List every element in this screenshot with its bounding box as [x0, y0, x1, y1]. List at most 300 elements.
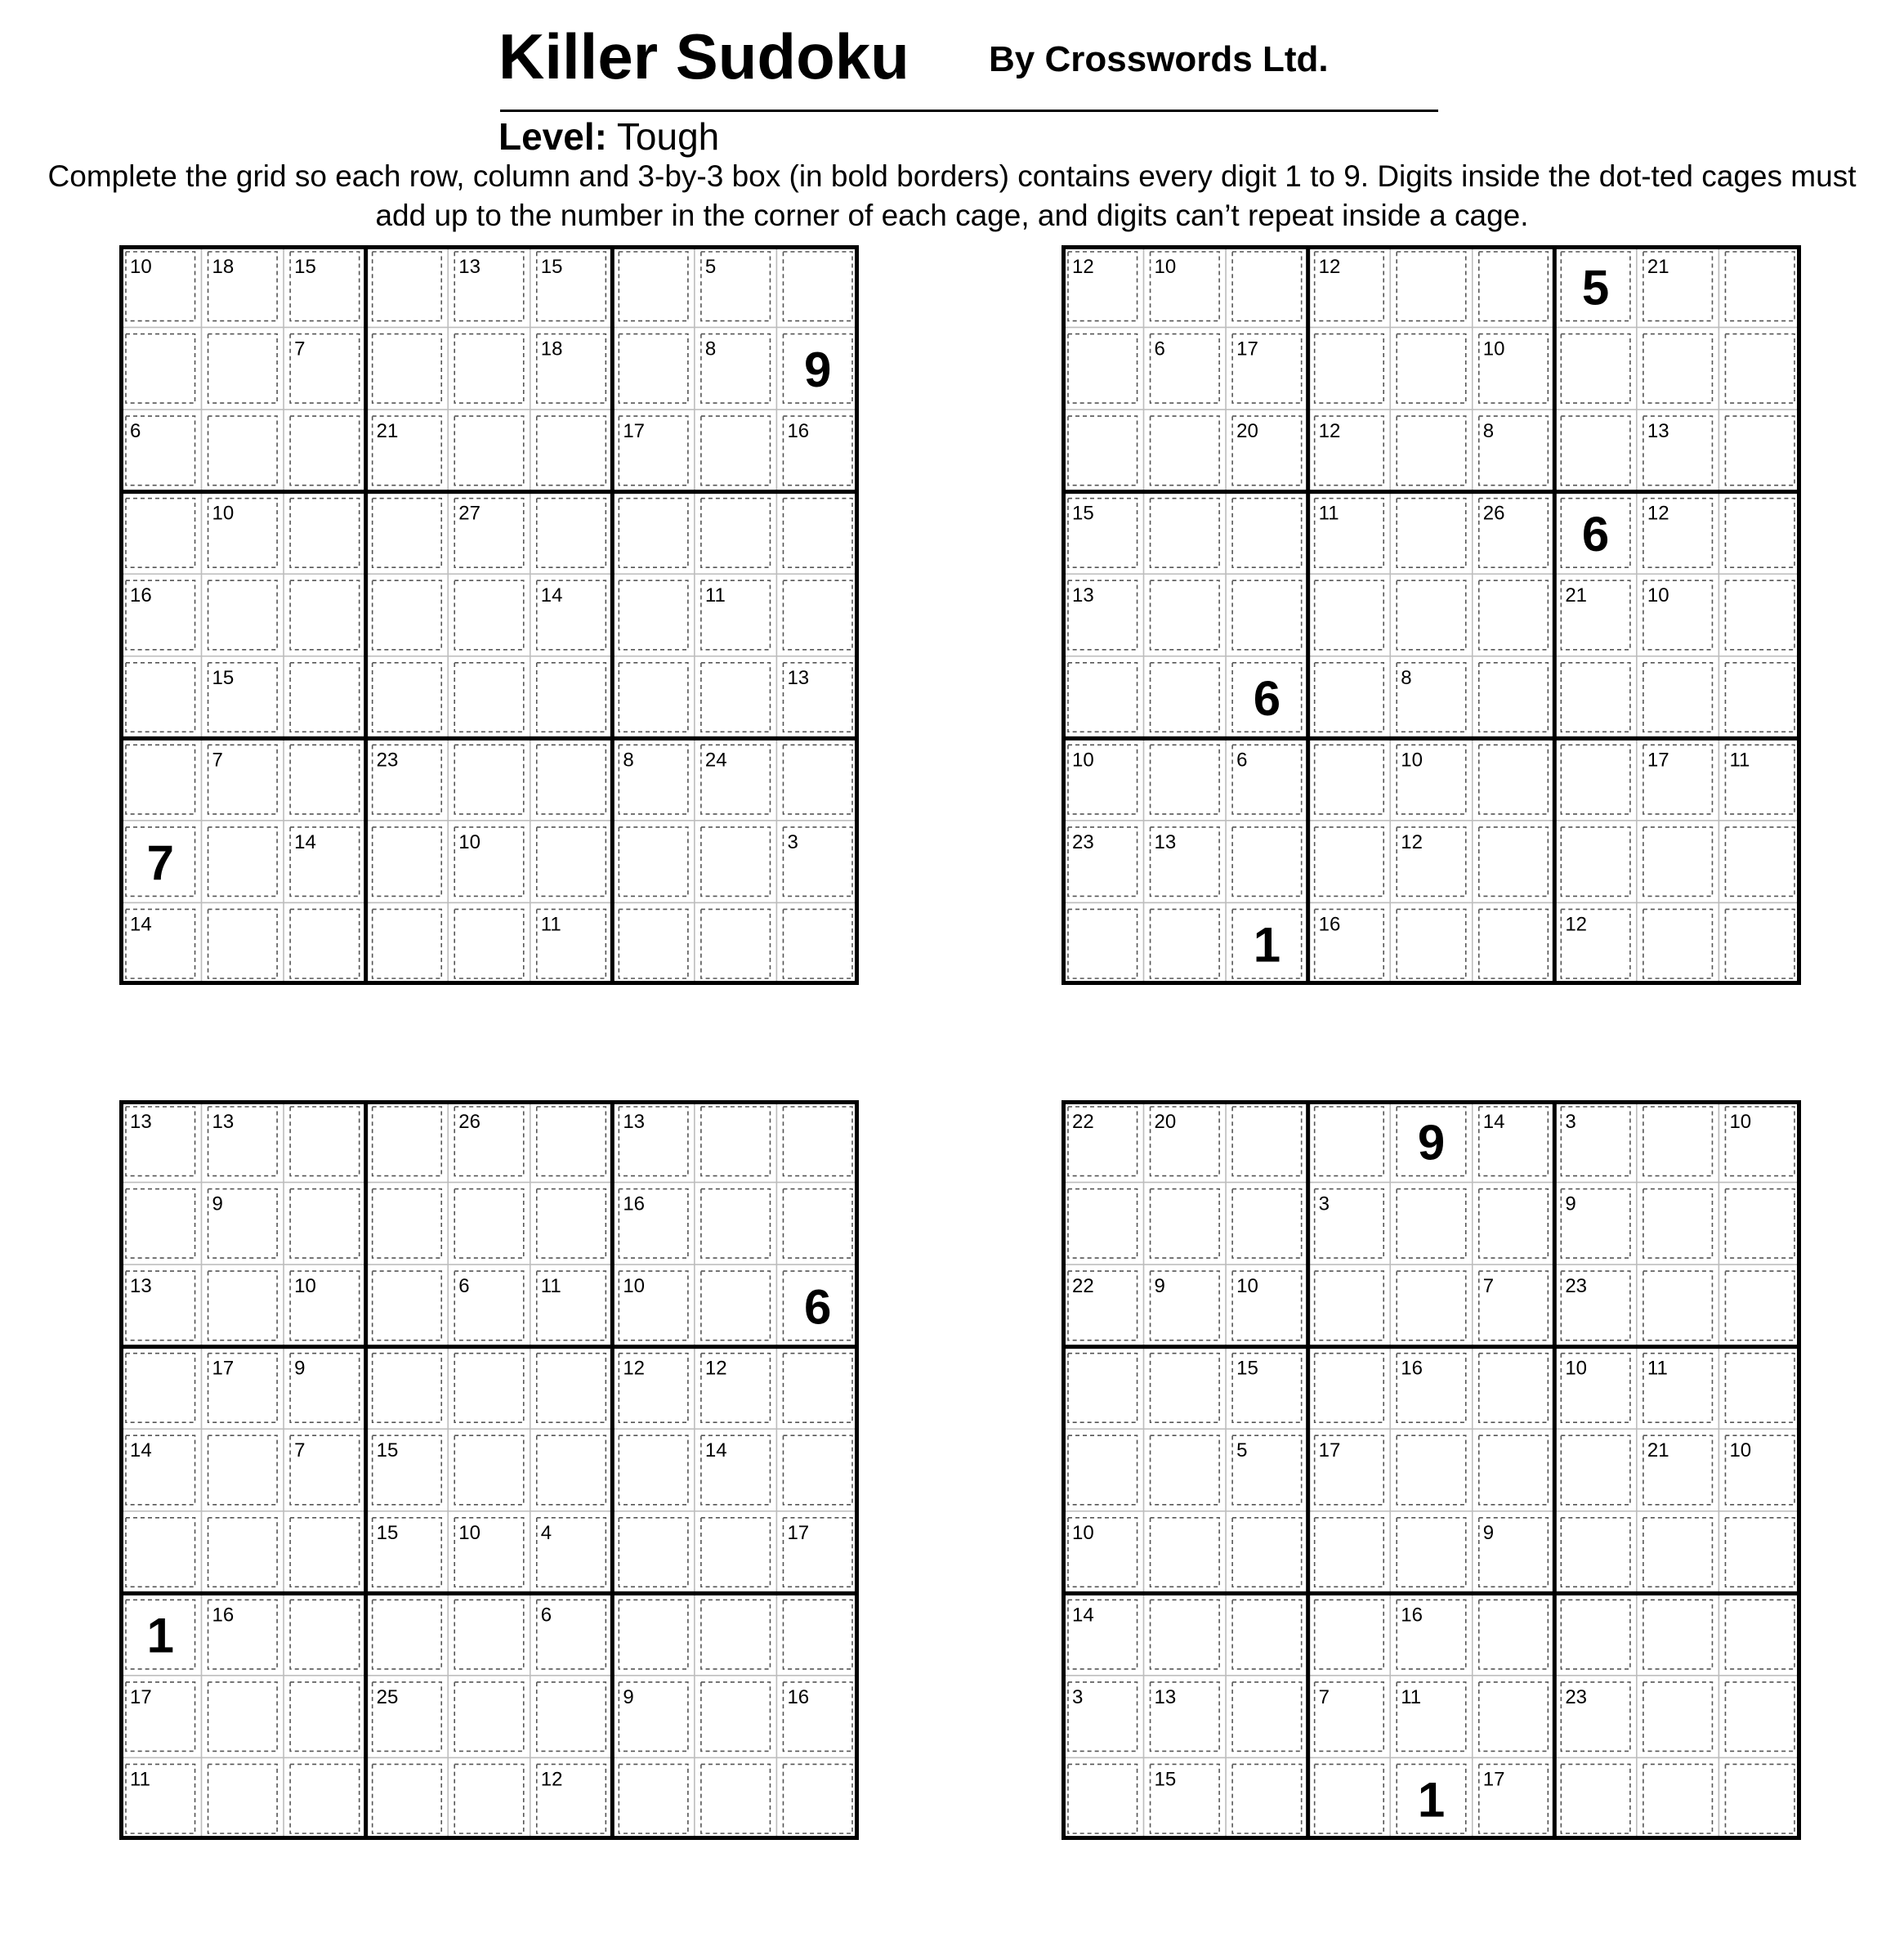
grid-cell[interactable]: [1637, 1183, 1719, 1265]
grid-cell[interactable]: [1719, 1511, 1801, 1594]
grid-cell[interactable]: [202, 821, 284, 903]
cage-sum: 26: [458, 1111, 480, 1133]
cage-sum: 11: [1729, 749, 1750, 772]
grid-cell[interactable]: [448, 410, 530, 492]
grid-cell[interactable]: [202, 1264, 284, 1347]
given-digit: 5: [1581, 260, 1610, 316]
grid-cell[interactable]: [366, 492, 449, 575]
grid-cell[interactable]: [1637, 1593, 1719, 1676]
grid-cell[interactable]: [1473, 1676, 1555, 1758]
grid-cell[interactable]: [448, 328, 530, 410]
grid-cell[interactable]: [1144, 902, 1227, 985]
grid-cell[interactable]: [1062, 1183, 1144, 1265]
grid-cell[interactable]: [530, 1676, 613, 1758]
cage-sum: 22: [1072, 1275, 1094, 1298]
grid-cell[interactable]: [1719, 656, 1801, 739]
cage-sum: 8: [1401, 666, 1412, 689]
cage-sum: 17: [212, 1357, 235, 1380]
grid-cell[interactable]: [776, 902, 859, 985]
grid-cell[interactable]: [612, 1429, 695, 1511]
grid-cell[interactable]: [1144, 1429, 1227, 1511]
cage-sum: 17: [1236, 338, 1258, 360]
cage-sum: 13: [130, 1275, 152, 1298]
grid-cell[interactable]: [1473, 1183, 1555, 1265]
grid-cell[interactable]: [1144, 738, 1227, 821]
given-digit: 9: [804, 342, 832, 397]
cage-sum: 17: [130, 1685, 152, 1708]
cage-sum: 14: [130, 913, 152, 936]
grid-cell[interactable]: [1473, 738, 1555, 821]
grid-cell[interactable]: [776, 574, 859, 656]
grid-cell[interactable]: [366, 1264, 449, 1347]
puzzle-board-4[interactable]: [1062, 1100, 1801, 1840]
grid-cell[interactable]: [695, 492, 777, 575]
grid-cell[interactable]: [119, 738, 202, 821]
cage-sum: 14: [130, 1439, 152, 1462]
grid-cell[interactable]: [612, 245, 695, 328]
grid-cell[interactable]: [612, 821, 695, 903]
grid-cell[interactable]: [448, 574, 530, 656]
cage-sum: 10: [458, 1521, 480, 1544]
grid-cell[interactable]: [284, 738, 366, 821]
grid-cell[interactable]: [1390, 410, 1473, 492]
cage-sum: 21: [1647, 256, 1669, 278]
grid-cell[interactable]: [448, 1183, 530, 1265]
grid-cell[interactable]: [1390, 1511, 1473, 1594]
grid-cell[interactable]: [776, 1593, 859, 1676]
grid-cell[interactable]: [1637, 1264, 1719, 1347]
cage-sum: 15: [376, 1439, 399, 1462]
cage-sum: 10: [458, 830, 480, 853]
cage-sum: 15: [540, 256, 563, 278]
grid-cell[interactable]: [119, 328, 202, 410]
grid-cell[interactable]: [1719, 1757, 1801, 1840]
grid-cell[interactable]: [119, 492, 202, 575]
title-rule: [500, 110, 1438, 112]
grid-cell[interactable]: [612, 492, 695, 575]
cage-sum: 13: [1072, 584, 1094, 607]
grid-cell[interactable]: [1144, 1183, 1227, 1265]
grid-cell[interactable]: [1390, 902, 1473, 985]
grid-cell[interactable]: [1226, 821, 1308, 903]
grid-cell[interactable]: [1554, 410, 1637, 492]
cage-sum: 6: [1236, 749, 1248, 772]
grid-cell[interactable]: [1637, 821, 1719, 903]
puzzle-board-1[interactable]: [119, 245, 859, 985]
grid-cell[interactable]: [1473, 245, 1555, 328]
grid-cell[interactable]: [1554, 1757, 1637, 1840]
cage-sum: 7: [294, 1439, 306, 1462]
grid-cell[interactable]: [612, 656, 695, 739]
grid-cell[interactable]: [1637, 1511, 1719, 1594]
grid-cell[interactable]: [202, 328, 284, 410]
grid-cell[interactable]: [530, 656, 613, 739]
grid-cell[interactable]: [695, 1100, 777, 1183]
grid-cell[interactable]: [1719, 492, 1801, 575]
given-digit: 9: [1417, 1115, 1446, 1170]
cage-sum: 17: [787, 1521, 810, 1544]
cage-sum: 14: [540, 584, 563, 607]
cage-sum: 14: [1072, 1604, 1094, 1627]
grid-cell[interactable]: [612, 574, 695, 656]
grid-cell[interactable]: [1308, 328, 1391, 410]
grid-cell[interactable]: [284, 1593, 366, 1676]
cage-sum: 10: [1401, 749, 1423, 772]
grid-cell[interactable]: [1062, 410, 1144, 492]
grid-cell[interactable]: [1473, 656, 1555, 739]
grid-cell[interactable]: [1719, 410, 1801, 492]
cage-sum: 22: [1072, 1111, 1094, 1133]
cage-sum: 4: [540, 1521, 552, 1544]
cage-sum: 5: [704, 256, 717, 278]
cage-sum: 21: [1647, 1439, 1669, 1462]
grid-cell[interactable]: [1308, 1347, 1391, 1430]
cage-sum: 16: [1401, 1357, 1423, 1380]
grid-cell[interactable]: [776, 1100, 859, 1183]
cage-sum: 7: [212, 749, 223, 772]
grid-cell[interactable]: [530, 1100, 613, 1183]
cage-sum: 20: [1236, 420, 1258, 443]
grid-cell[interactable]: [284, 1183, 366, 1265]
grid-cell[interactable]: [1637, 1757, 1719, 1840]
cage-sum: 15: [1236, 1357, 1258, 1380]
cage-sum: 15: [294, 256, 316, 278]
grid-cell[interactable]: [366, 1593, 449, 1676]
grid-cell[interactable]: [530, 492, 613, 575]
cage-sum: 13: [1154, 1685, 1177, 1708]
grid-cell[interactable]: [776, 738, 859, 821]
cage-sum: 10: [212, 502, 235, 525]
cage-sum: 10: [1072, 1521, 1094, 1544]
grid-cell[interactable]: [1390, 1429, 1473, 1511]
grid-cell[interactable]: [1719, 1347, 1801, 1430]
grid-cell[interactable]: [119, 1347, 202, 1430]
grid-cell[interactable]: [284, 902, 366, 985]
grid-cell[interactable]: [448, 1347, 530, 1430]
grid-cell[interactable]: [448, 1676, 530, 1758]
cage-sum: 12: [540, 1768, 563, 1791]
cage-sum: 23: [1565, 1275, 1588, 1298]
puzzle-grid-1[interactable]: [119, 245, 859, 985]
level-label: Level:: [498, 115, 607, 158]
grid-cell[interactable]: [1308, 1757, 1391, 1840]
cage-sum: 11: [130, 1768, 150, 1791]
cage-sum: 6: [540, 1604, 552, 1627]
grid-cell[interactable]: [284, 1676, 366, 1758]
puzzle-grid-3[interactable]: [119, 1100, 859, 1840]
grid-cell[interactable]: [1637, 1676, 1719, 1758]
cage-sum: 13: [1154, 830, 1177, 853]
grid-cell[interactable]: [1144, 1347, 1227, 1430]
grid-cell[interactable]: [1390, 328, 1473, 410]
grid-cell[interactable]: [1308, 821, 1391, 903]
grid-cell[interactable]: [1719, 1676, 1801, 1758]
grid-cell[interactable]: [612, 328, 695, 410]
grid-cell[interactable]: [1226, 492, 1308, 575]
cage-sum: 11: [704, 584, 726, 607]
grid-cell[interactable]: [366, 328, 449, 410]
grid-cell[interactable]: [1390, 574, 1473, 656]
cage-sum: 13: [787, 666, 810, 689]
grid-cell[interactable]: [695, 656, 777, 739]
grid-cell[interactable]: [1062, 1347, 1144, 1430]
cage-sum: 7: [1318, 1685, 1330, 1708]
grid-cell[interactable]: [1144, 410, 1227, 492]
grid-cell[interactable]: [119, 1511, 202, 1594]
grid-cell[interactable]: [695, 821, 777, 903]
grid-cell[interactable]: [1554, 1429, 1637, 1511]
grid-cell[interactable]: [695, 1511, 777, 1594]
level-value: Tough: [616, 115, 720, 158]
grid-cell[interactable]: [1226, 1676, 1308, 1758]
cage-sum: 14: [704, 1439, 727, 1462]
grid-cell[interactable]: [1554, 1593, 1637, 1676]
grid-cell[interactable]: [448, 656, 530, 739]
cage-sum: 17: [1647, 749, 1669, 772]
cage-sum: 12: [1401, 830, 1423, 853]
grid-cell[interactable]: [776, 492, 859, 575]
grid-cell[interactable]: [1144, 574, 1227, 656]
cage-sum: 15: [376, 1521, 399, 1544]
cage-sum: 10: [1729, 1439, 1752, 1462]
grid-cell[interactable]: [1144, 656, 1227, 739]
grid-cell[interactable]: [284, 410, 366, 492]
grid-cell[interactable]: [1226, 1511, 1308, 1594]
grid-cell[interactable]: [612, 1757, 695, 1840]
grid-cell[interactable]: [695, 1593, 777, 1676]
difficulty-level: [498, 114, 719, 159]
grid-cell[interactable]: [1473, 1347, 1555, 1430]
grid-cell[interactable]: [284, 1757, 366, 1840]
cage-sum: 11: [1318, 502, 1339, 525]
page-header: [0, 0, 1904, 245]
grid-cell[interactable]: [1308, 1264, 1391, 1347]
cage-sum: 16: [787, 1685, 810, 1708]
cage-sum: 3: [787, 830, 798, 853]
grid-cell[interactable]: [1473, 574, 1555, 656]
grid-cell[interactable]: [1554, 328, 1637, 410]
grid-cell[interactable]: [1554, 738, 1637, 821]
grid-cell[interactable]: [1719, 328, 1801, 410]
grid-cell[interactable]: [1637, 902, 1719, 985]
cage-sum: 10: [294, 1275, 316, 1298]
cage-sum: 12: [1647, 502, 1669, 525]
grid-cell[interactable]: [366, 1347, 449, 1430]
grid-cell[interactable]: [1226, 1593, 1308, 1676]
cage-sum: 21: [1565, 584, 1588, 607]
cage-sum: 23: [1072, 830, 1094, 853]
grid-cell[interactable]: [366, 821, 449, 903]
grid-cell[interactable]: [284, 1100, 366, 1183]
cage-sum: 9: [623, 1685, 634, 1708]
grid-cell[interactable]: [776, 1429, 859, 1511]
grid-cell[interactable]: [202, 902, 284, 985]
grid-cell[interactable]: [776, 1183, 859, 1265]
grid-cell[interactable]: [202, 410, 284, 492]
puzzle-board-3[interactable]: [119, 1100, 859, 1840]
puzzle-grid-4[interactable]: [1062, 1100, 1801, 1840]
cage-sum: 11: [1401, 1685, 1422, 1708]
grid-cell[interactable]: [1226, 1100, 1308, 1183]
grid-cell[interactable]: [695, 1183, 777, 1265]
grid-cell[interactable]: [612, 1593, 695, 1676]
grid-cell[interactable]: [1390, 1183, 1473, 1265]
cage-sum: 17: [1318, 1439, 1341, 1462]
grid-cell[interactable]: [1719, 1264, 1801, 1347]
cage-sum: 8: [1482, 420, 1495, 443]
grid-cell[interactable]: [448, 738, 530, 821]
grid-cell[interactable]: [119, 1183, 202, 1265]
grid-cell[interactable]: [1226, 245, 1308, 328]
grid-cell[interactable]: [284, 1511, 366, 1594]
grid-cell[interactable]: [1637, 328, 1719, 410]
grid-cell[interactable]: [1719, 245, 1801, 328]
grid-cell[interactable]: [1719, 574, 1801, 656]
grid-cell[interactable]: [1308, 1100, 1391, 1183]
instructions: Complete the grid so each row, column and 3-by-3 box (in bold borders) contains every digit 1 to 9. Digits inside the dot-ted cages must add up to the number in the corner of each cage, and digits can’t repeat inside a cage.: [47, 159, 1857, 232]
grid-cell[interactable]: [1719, 1183, 1801, 1265]
cage-sum: 25: [376, 1685, 399, 1708]
grid-cell[interactable]: [1226, 574, 1308, 656]
grid-cell[interactable]: [366, 245, 449, 328]
cage-sum: 11: [1647, 1357, 1668, 1380]
grid-cell[interactable]: [1308, 1593, 1391, 1676]
grid-cell[interactable]: [284, 656, 366, 739]
cage-sum: 16: [130, 584, 152, 607]
cage-sum: 13: [1647, 420, 1669, 443]
cage-sum: 10: [1482, 338, 1505, 360]
grid-cell[interactable]: [530, 1183, 613, 1265]
cage-sum: 15: [1072, 502, 1094, 525]
grid-cell[interactable]: [366, 902, 449, 985]
cage-sum: 6: [458, 1275, 470, 1298]
cage-sum: 7: [1482, 1275, 1495, 1298]
grid-cell[interactable]: [530, 738, 613, 821]
cage-sum: 27: [458, 502, 480, 525]
given-digit: 1: [146, 1608, 174, 1663]
grid-cell[interactable]: [284, 492, 366, 575]
grid-cell[interactable]: [776, 1347, 859, 1430]
grid-cell[interactable]: [284, 574, 366, 656]
grid-cell[interactable]: [1226, 1757, 1308, 1840]
grid-cell[interactable]: [202, 1511, 284, 1594]
grid-cell[interactable]: [695, 1757, 777, 1840]
grid-cell[interactable]: [1719, 902, 1801, 985]
grid-cell[interactable]: [695, 1676, 777, 1758]
grid-cell[interactable]: [695, 410, 777, 492]
grid-cell[interactable]: [695, 902, 777, 985]
grid-cell[interactable]: [1637, 656, 1719, 739]
publisher-byline: By Crosswords Ltd.: [989, 39, 1329, 79]
grid-cell[interactable]: [1719, 1593, 1801, 1676]
grid-cell[interactable]: [1144, 492, 1227, 575]
grid-cell[interactable]: [448, 1593, 530, 1676]
grid-cell[interactable]: [530, 1347, 613, 1430]
cage-sum: 16: [212, 1604, 235, 1627]
cage-sum: 14: [294, 830, 316, 853]
given-digit: 6: [804, 1279, 832, 1335]
grid-cell[interactable]: [448, 1429, 530, 1511]
grid-cell[interactable]: [1226, 1183, 1308, 1265]
grid-cell[interactable]: [1308, 574, 1391, 656]
grid-cell[interactable]: [366, 1183, 449, 1265]
puzzle-board-2[interactable]: [1062, 245, 1801, 985]
cage-sum: 13: [212, 1111, 235, 1133]
grid-cell[interactable]: [448, 902, 530, 985]
grid-cell[interactable]: [1719, 821, 1801, 903]
grid-cell[interactable]: [1144, 1511, 1227, 1594]
grid-cell[interactable]: [695, 1264, 777, 1347]
grid-cell[interactable]: [1062, 902, 1144, 985]
cage-sum: 13: [458, 256, 480, 278]
grid-cell[interactable]: [1308, 1511, 1391, 1594]
grid-cell[interactable]: [530, 821, 613, 903]
grid-cell[interactable]: [612, 902, 695, 985]
cage-sum: 11: [540, 1275, 561, 1298]
cage-sum: 9: [1154, 1275, 1165, 1298]
grid-cell[interactable]: [1473, 1429, 1555, 1511]
grid-cell[interactable]: [119, 656, 202, 739]
grid-cell[interactable]: [1554, 821, 1637, 903]
cage-sum: 16: [1401, 1604, 1423, 1627]
grid-cell[interactable]: [202, 1676, 284, 1758]
cage-sum: 5: [1236, 1439, 1248, 1462]
given-digit: 1: [1417, 1772, 1446, 1828]
grid-cell[interactable]: [1062, 328, 1144, 410]
grid-cell[interactable]: [366, 656, 449, 739]
grid-cell[interactable]: [1062, 656, 1144, 739]
grid-cell[interactable]: [1390, 492, 1473, 575]
grid-cell[interactable]: [1554, 1511, 1637, 1594]
grid-cell[interactable]: [530, 1429, 613, 1511]
grid-cell[interactable]: [1473, 902, 1555, 985]
grid-cell[interactable]: [776, 1757, 859, 1840]
grid-cell[interactable]: [530, 410, 613, 492]
grid-cell[interactable]: [1308, 738, 1391, 821]
grid-cell[interactable]: [366, 574, 449, 656]
grid-cell[interactable]: [366, 1757, 449, 1840]
grid-cell[interactable]: [202, 574, 284, 656]
grid-cell[interactable]: [1144, 1593, 1227, 1676]
cage-sum: 9: [1482, 1521, 1495, 1544]
puzzle-grid-2[interactable]: [1062, 245, 1801, 985]
cage-sum: 12: [1565, 913, 1588, 936]
grid-cell[interactable]: [1062, 1429, 1144, 1511]
grid-cell[interactable]: [202, 1757, 284, 1840]
grid-cell[interactable]: [1390, 1264, 1473, 1347]
cage-sum: 15: [212, 666, 235, 689]
grid-cell[interactable]: [612, 1511, 695, 1594]
grid-cell[interactable]: [1473, 1593, 1555, 1676]
cage-sum: 16: [623, 1193, 646, 1215]
cage-sum: 9: [1565, 1193, 1576, 1215]
grid-cell[interactable]: [1637, 1100, 1719, 1183]
cage-sum: 10: [130, 256, 152, 278]
grid-cell[interactable]: [202, 1429, 284, 1511]
cage-sum: 9: [212, 1193, 223, 1215]
grid-cell[interactable]: [1473, 821, 1555, 903]
grid-cell[interactable]: [366, 1100, 449, 1183]
grid-cell[interactable]: [1554, 656, 1637, 739]
cage-sum: 17: [1482, 1768, 1505, 1791]
grid-cell[interactable]: [1390, 245, 1473, 328]
grid-cell[interactable]: [776, 245, 859, 328]
grid-cell[interactable]: [1062, 1757, 1144, 1840]
grid-cell[interactable]: [1308, 656, 1391, 739]
grid-cell[interactable]: [448, 1757, 530, 1840]
cage-sum: 15: [1154, 1768, 1177, 1791]
cage-sum: 14: [1482, 1111, 1505, 1133]
